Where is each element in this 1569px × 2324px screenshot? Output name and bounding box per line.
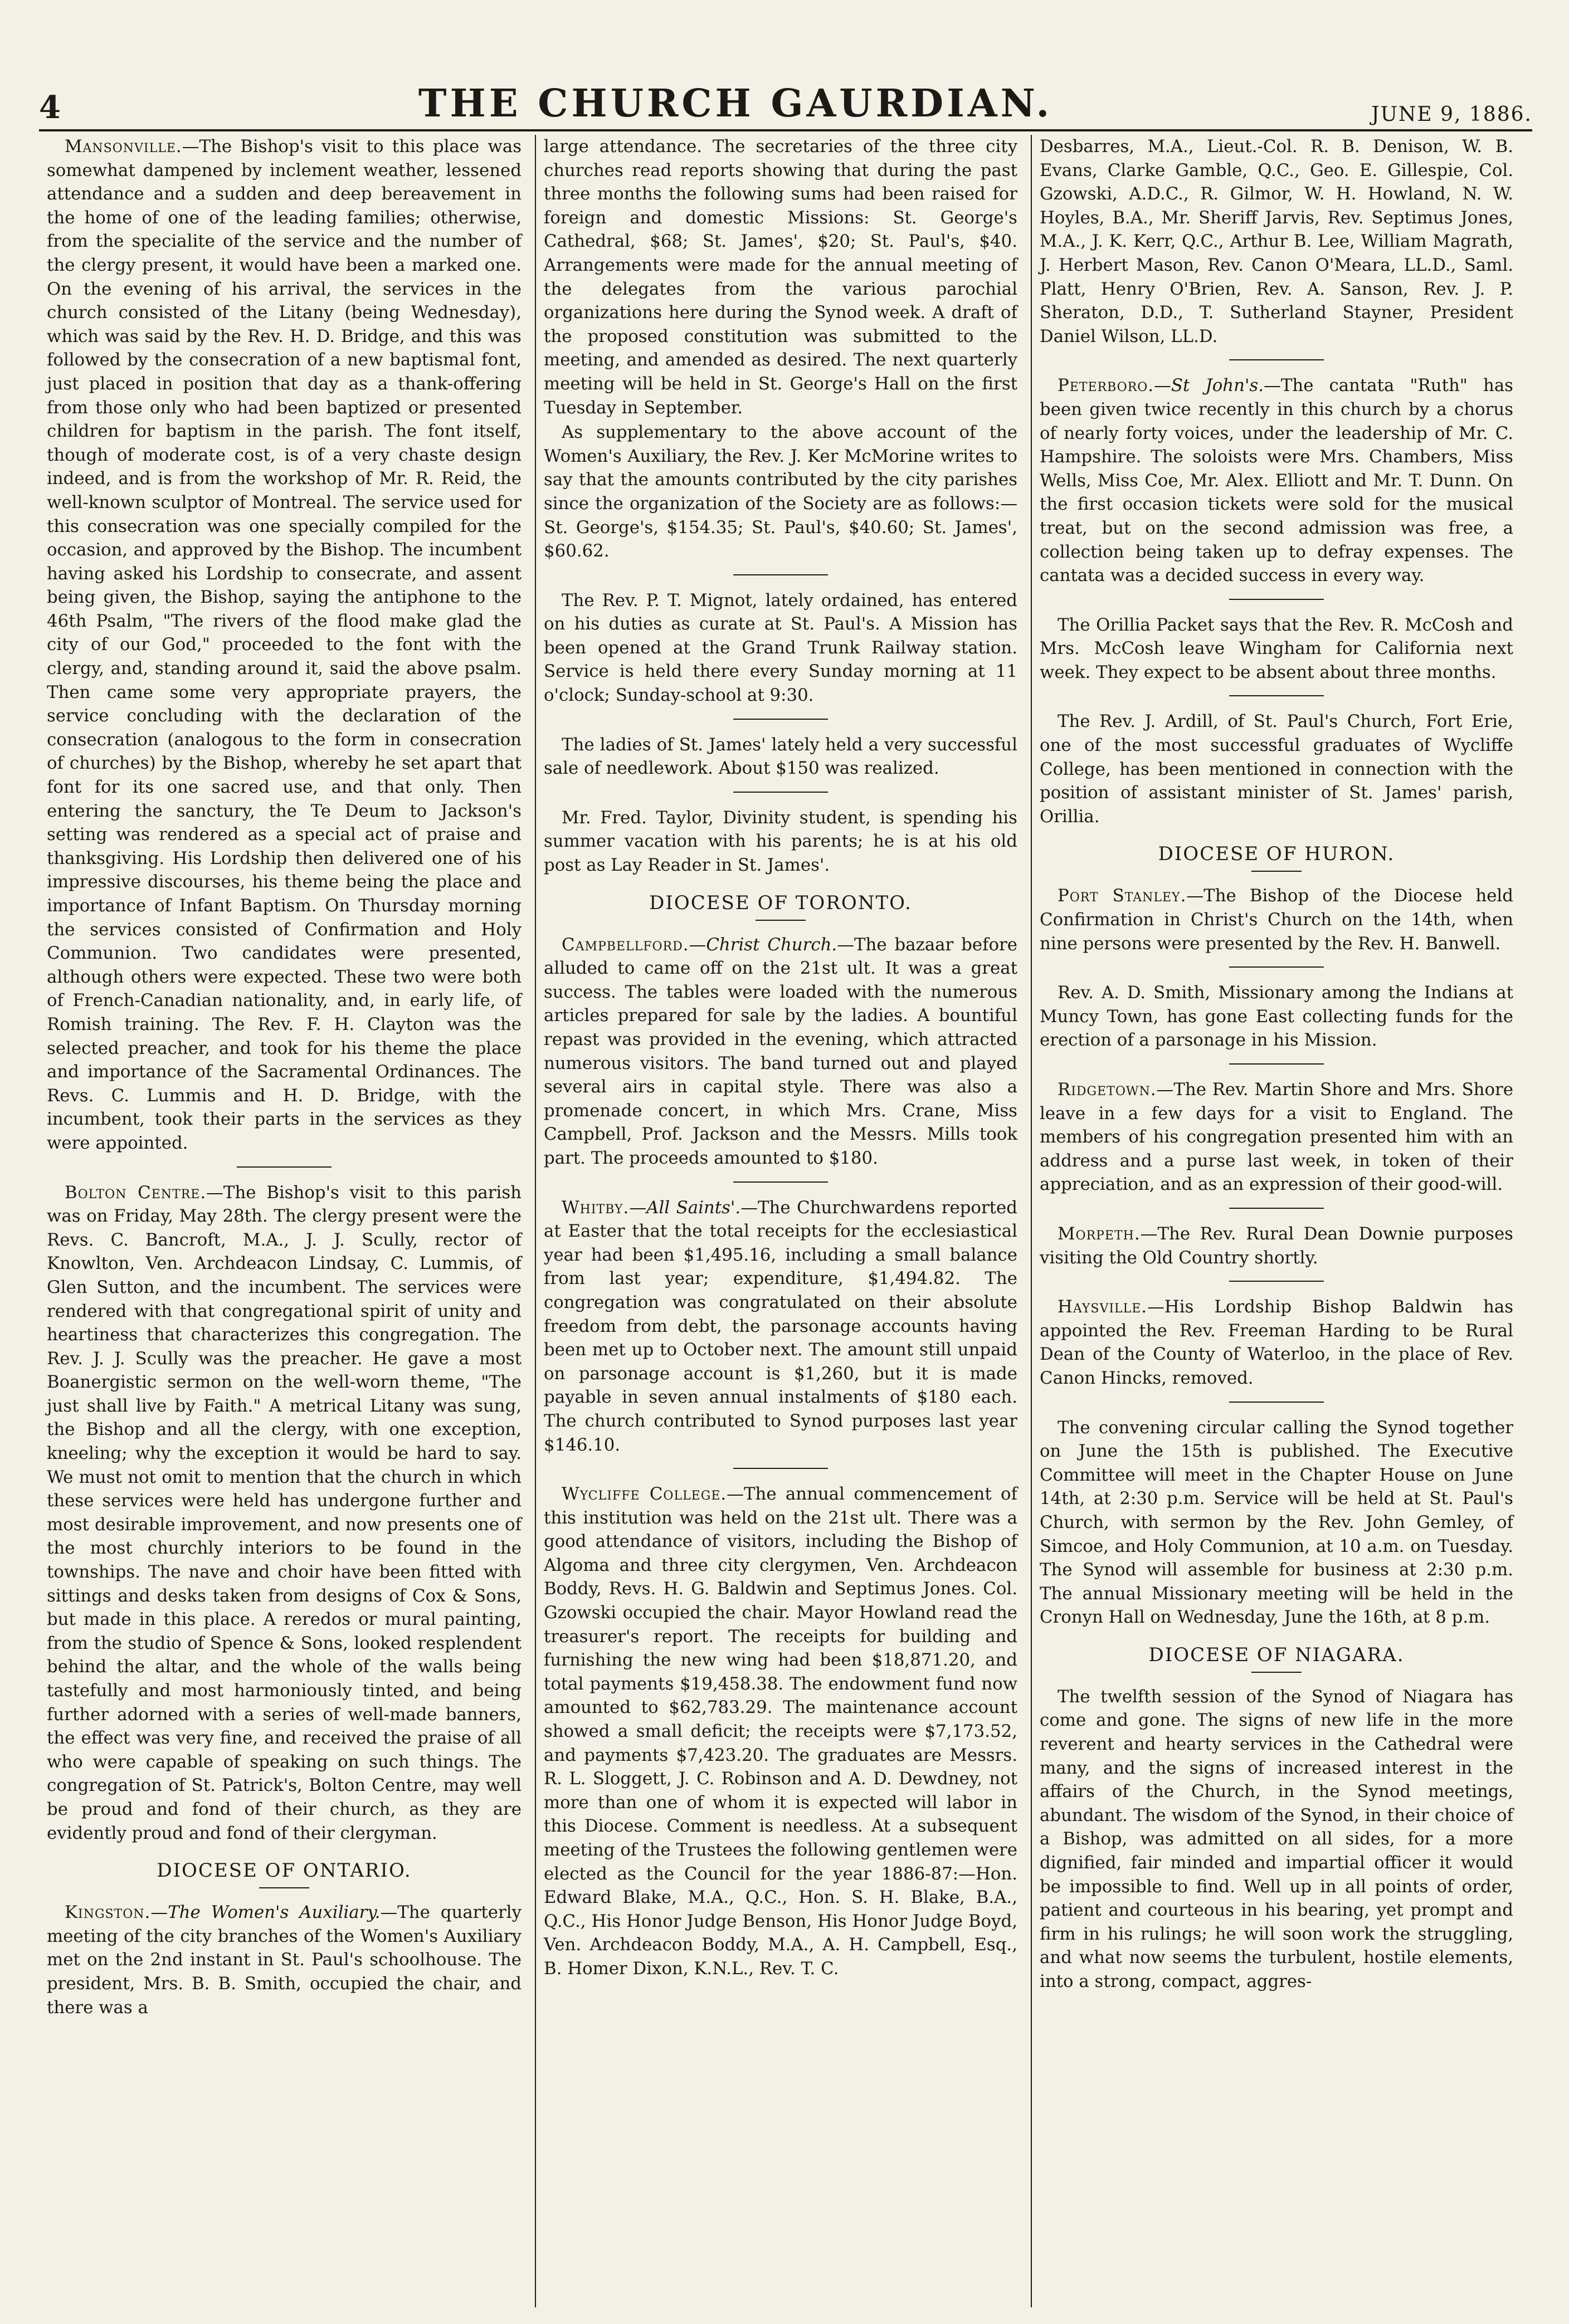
article-separator <box>1229 599 1324 600</box>
article-heading: Whitby. <box>562 1197 630 1218</box>
article-separator <box>1229 966 1324 968</box>
article-auxiliary-supplement: As supplementary to the above account of the Women's Auxiliary, the Rev. J. Ker McMorine writes to say that the amounts contributed by the city parishes since the organization of the Society are as follows:—St. George's, $154.35; St. Paul's, $40.60; St. James', $60.62. <box>544 422 1017 562</box>
section-title-huron: DIOCESE OF HURON. <box>1158 843 1395 866</box>
article-campbellford <box>544 933 1017 1170</box>
section-rule <box>259 1887 309 1888</box>
section-rule <box>1251 871 1302 872</box>
newspaper-page <box>39 0 1532 2324</box>
article-separator <box>1229 1063 1324 1065</box>
article-heading: Morpeth. <box>1058 1223 1141 1244</box>
page-number: 4 <box>39 89 61 126</box>
article-heading: Kingston. <box>65 1902 151 1923</box>
article-separator <box>733 1468 828 1469</box>
article-body: —The Bishop's visit to this parish was on Friday, May 28th. The clergy present were the Revs. C. Bancroft, M.A., J. J. Scully, rector of Knowlton, Ven. Archdeacon Lindsay, C. Lummis, of Glen Sutton, and the incumbent. The services were rendered with that congregational spirit of unity and heartiness that characterizes this congregation. The Rev. J. J. Scully was the preacher. He gave a most Boanergistic sermon on the well-worn theme, "The just shall live by Faith." A metrical Litany was sung, the Bishop and all the clergy, with one exception, kneeling; why the exception it would be hard to say. We must not omit to mention that the church in which these services were held has undergone further and most desirable improvement, and now presents one of the most churchly interiors to be found in the townships. The nave and choir have been fitted with sittings and desks taken from designs of Cox & Sons, but made in this place. A reredos or mural painting, from the studio of Spence & Sons, looked resplendent behind the altar, and the whole of the walls being tastefully and most harmoniously tinted, and being further adorned with a series of well-made banners, the effect was very fine, and received the praise of all who were capable of speaking on such things. The congregation of St. Patrick's, Bolton Centre, may well be proud and fond of their church, as they are evidently proud and fond of their clergyman. <box>47 1182 522 1843</box>
article-mignot: The Rev. P. T. Mignot, lately ordained, has entered on his duties as curate at St. Paul's. A Mission has been opened at the Grand Trunk Railway station. Service is held there every Sunday morning at 11 o'clock; Sunday-school at 9:30. <box>544 590 1017 706</box>
article-smith-muncy: Rev. A. D. Smith, Missionary among the Indians at Muncy Town, has gone East collecting funds for the erection of a parsonage in his Mission. <box>1040 983 1513 1051</box>
article-kingston <box>47 1901 522 2019</box>
article-columns <box>39 135 1532 2307</box>
article-peterboro <box>1040 374 1513 587</box>
article-wycliffe-cont: Desbarres, M.A., Lieut.-Col. R. B. Denison, W. B. Evans, Clarke Gamble, Q.C., Geo. E. Gillespie, Col. Gzowski, A.D.C., R. Gilmor, W. H. Howland, N. W. Hoyles, B.A., Mr. Sheriff Jarvis, Rev. Septimus Jones, M.A., J. K. Kerr, Q.C., Arthur B. Lee, William Magrath, J. Herbert Mason, Rev. Canon O'Meara, LL.D., Saml. Platt, Henry O'Brien, Rev. A. Sanson, Rev. J. P. Sheraton, D.D., T. Sutherland Stayner, President Daniel Wilson, LL.D. <box>1040 136 1513 346</box>
column-3 <box>1031 135 1521 2307</box>
article-body: —The cantata "Ruth" has been given twice recently in this church by a chorus of nearly forty voices, under the leadership of Mr. C. Hampshire. The soloists were Mrs. Chambers, Miss Wells, Miss Coe, Mr. Alex. Elliott and Mr. T. Dunn. On the first occasion tickets were sold for the musical treat, but on the second admission was free, a collection being taken up to defray expenses. The cantata was a decided success in every way. <box>1040 375 1513 586</box>
article-heading: Haysville. <box>1058 1297 1148 1317</box>
article-separator <box>1229 1208 1324 1209</box>
article-mansonville <box>47 135 522 1155</box>
article-body: —The Rev. Martin Shore and Mrs. Shore leave in a few days for a visit to England. The members of his congregation presented him with an address and a purse last week, in token of their appreciation, and as an expression of their good-will. <box>1040 1080 1513 1195</box>
article-subheading: —All Saints'. <box>629 1197 741 1218</box>
article-body: —The Churchwardens reported at Easter that the total receipts for the ecclesiastical year had been $1,495.16, including a small balance from last year; expenditure, $1,494.82. The congregation was congratulated on their absolute freedom from debt, the parsonage accounts having been met up to October next. The amount still unpaid on parsonage account is $1,260, but it is made payable in seven annual instalments of $180 each. The church contributed to Synod purposes last year $146.10. <box>544 1197 1017 1455</box>
article-separator <box>1229 359 1324 360</box>
article-separator <box>237 1166 332 1168</box>
section-rule <box>1251 1672 1302 1673</box>
article-orillia-packet: The Orillia Packet says that the Rev. R. McCosh and Mrs. McCosh leave Wingham for California next week. They expect to be absent about three months. <box>1040 614 1513 682</box>
article-body: —The Bishop's visit to this place was somewhat dampened by inclement weather, lessened attendance and a sudden and deep bereavement in the home of one of the leading families; otherwise, from the specialite of the service and the number of the clergy present, it would have been a marked one. On the evening of his arrival, the services in the church consisted of the Litany (being Wednesday), which was said by the Rev. H. D. Bridge, and this was followed by the consecration of a new baptismal font, just placed in position that day as a thank-offering from those only who had been baptized or presented children for baptism in the parish. The font itself, though of moderate cost, is of a very chaste design indeed, and is from the workshop of Mr. R. Reid, the well-known sculptor of Montreal. The service used for this consecration was one specially compiled for the occasion, and approved by the Bishop. The incumbent having asked his Lordship to consecrate, and assent being given, the Bishop, saying the antiphone to the 46th Psalm, "The rivers of the flood make glad the city of our God," proceeded to the font with the clergy, and, standing around it, said the above psalm. Then came some very appropriate prayers, the service concluding with the declaration of the consecration (analogous to the form in consecration of churches) by the Bishop, whereby he set apart that font for its one sacred use, and that only. Then entering the sanctury, the Te Deum to Jackson's setting was rendered as a special act of praise and thanksgiving. His Lordship then delivered one of his impressive discourses, his theme being the place and importance of Infant Baptism. On Thursday morning the services consisted of Confirmation and Holy Communion. Two candidates were presented, although others were expected. These two were both of French-Canadian nationality, and, in early life, of Romish training. The Rev. F. H. Clayton was the selected preacher, and took for his theme the place and importance of the Sacramental Ordinances. The Revs. C. Lummis and H. D. Bridge, with the incumbent, took their parts in the services as they were appointed. <box>47 136 522 1153</box>
article-heading: Peterboro. <box>1058 375 1154 396</box>
article-body: —The Bishop of the Diocese held Confirmation in Christ's Church on the 14th, when nine persons were presented by the Rev. H. Banwell. <box>1040 886 1513 954</box>
article-separator <box>733 792 828 793</box>
article-separator <box>733 719 828 720</box>
article-subheading: —The Women's Auxiliary. <box>150 1902 381 1923</box>
article-body: —The quarterly meeting of the city branches of the Women's Auxiliary met on the 2nd instant in St. Paul's schoolhouse. The president, Mrs. B. B. Smith, occupied the chair, and there was a <box>47 1902 522 2018</box>
article-separator <box>733 1181 828 1183</box>
section-title-toronto: DIOCESE OF TORONTO. <box>649 891 912 914</box>
article-separator <box>733 574 828 575</box>
column-1 <box>39 135 529 2307</box>
masthead-rule <box>39 129 1532 131</box>
section-rule <box>756 920 806 921</box>
article-synod-circular: The convening circular calling the Synod together on June the 15th is published. The Executive Committee will meet in the Chapter House on June 14th, at 2:30 p.m. Service will be held at St. Paul's Church, with sermon by the Rev. John Gemley, of Simcoe, and Holy Communion, at 10 a.m. on Tuesday. The Synod will assemble for business at 2:30 p.m. The annual Missionary meeting will be held in the Cronyn Hall on Wednesday, June the 16th, at 8 p.m. <box>1040 1417 1513 1628</box>
article-kingston-cont: large attendance. The secretaries of the three city churches read reports showing that during the past three months the following sums had been raised for foreign and domestic Missions: St. George's Cathedral, $68; St. James', $20; St. Paul's, $40. Arrangements were made for the annual meeting of the delegates from the various parochial organizations here during the Synod week. A draft of the proposed constitution was submitted to the meeting, and amended as desired. The next quarterly meeting will be held in St. George's Hall on the first Tuesday in September. <box>544 136 1017 418</box>
article-body: —The Rev. Rural Dean Downie purposes visiting the Old Country shortly. <box>1040 1223 1513 1268</box>
article-heading: Port Stanley. <box>1058 886 1187 906</box>
article-separator <box>1229 1402 1324 1403</box>
article-bolton-centre <box>47 1181 522 1845</box>
article-body: —His Lordship Bishop Baldwin has appointed the Rev. Freeman Harding to be Rural Dean of the County of Waterloo, in the place of Rev. Canon Hincks, removed. <box>1040 1297 1513 1388</box>
article-whitby <box>544 1196 1017 1457</box>
article-heading: Mansonville. <box>65 136 182 157</box>
article-ardill: The Rev. J. Ardill, of St. Paul's Church, Fort Erie, one of the most successful graduates of Wycliffe College, has been mentioned in connection with the position of assistant minister of St. James' parish, Orillia. <box>1040 711 1513 827</box>
masthead <box>39 82 1532 126</box>
article-ridgetown <box>1040 1078 1513 1197</box>
column-2 <box>535 135 1025 2307</box>
article-heading: Ridgetown. <box>1058 1080 1157 1100</box>
article-subheading: —St John's. <box>1154 375 1264 396</box>
article-separator <box>1229 1281 1324 1282</box>
article-taylor: Mr. Fred. Taylor, Divinity student, is spending his summer vacation with his parents; he is at his old post as Lay Reader in St. James'. <box>544 807 1017 876</box>
article-wycliffe <box>544 1482 1017 1980</box>
newspaper-title: THE CHURCH GAURDIAN. <box>418 81 1053 126</box>
section-title-ontario: DIOCESE OF ONTARIO. <box>157 1859 412 1882</box>
article-subheading: —Christ Church. <box>689 934 837 955</box>
article-heading: Bolton Centre. <box>65 1182 207 1203</box>
article-needlework: The ladies of St. James' lately held a very successful sale of needlework. About $150 was realized. <box>544 734 1017 779</box>
article-body: —The bazaar before alluded to came off on the 21st ult. It was a great success. The tables were loaded with the numerous articles prepared for sale by the ladies. A bountiful repast was provided in the evening, which attracted numerous visitors. The band turned out and played several airs in capital style. There was also a promenade concert, in which Mrs. Crane, Miss Campbell, Prof. Jackson and the Messrs. Mills took part. The proceeds amounted to $180. <box>544 934 1017 1168</box>
article-haysville <box>1040 1295 1513 1390</box>
article-niagara-synod: The twelfth session of the Synod of Niagara has come and gone. The signs of new life in the more reverent and hearty services in the Cathedral were many, and the signs of increased interest in the affairs of the Church, in the Synod meetings, abundant. The wisdom of the Synod, in their choice of a Bishop, was admitted on all sides, for a more dignified, fair minded and impartial officer it would be impossible to find. Well up in all points of order, patient and courteous in his bearing, yet prompt and firm in his rulings; he will soon work the struggling, and what now seems the turbulent, hostile elements, into a strong, compact, aggres- <box>1040 1686 1513 1991</box>
article-body: —The annual commencement of this institution was held on the 21st ult. There was a good attendance of visitors, including the Bishop of Algoma and three city clergymen, Ven. Archdeacon Boddy, Revs. H. G. Baldwin and Septimus Jones. Col. Gzowski occupied the chair. Mayor Howland read the treasurer's report. The receipts for building and furnishing the new wing had been $18,871.20, and total payments $19,458.38. The endowment fund now amounted to $62,783.29. The maintenance account showed a small deficit; the receipts were $7,173.52, and payments $7,423.20. The graduates are Messrs. R. L. Sloggett, J. C. Robinson and A. D. Dewdney, not more than one of whom it is expected will labor in this Diocese. Comment is needless. At a subsequent meeting of the Trustees the following gentlemen were elected as the Council for the year 1886-87:—Hon. Edward Blake, M.A., Q.C., Hon. S. H. Blake, B.A., Q.C., His Honor Judge Benson, His Honor Judge Boyd, Ven. Archdeacon Boddy, M.A., A. H. Campbell, Esq., B. Homer Dixon, K.N.L., Rev. T. C. <box>544 1484 1017 1979</box>
article-port-stanley <box>1040 884 1513 955</box>
article-morpeth <box>1040 1222 1513 1270</box>
article-heading: Campbellford. <box>562 934 689 955</box>
article-heading: Wycliffe College. <box>562 1484 727 1505</box>
issue-date: JUNE 9, 1886. <box>1371 103 1532 126</box>
article-separator <box>1229 695 1324 696</box>
section-title-niagara: DIOCESE OF NIAGARA. <box>1148 1643 1405 1666</box>
